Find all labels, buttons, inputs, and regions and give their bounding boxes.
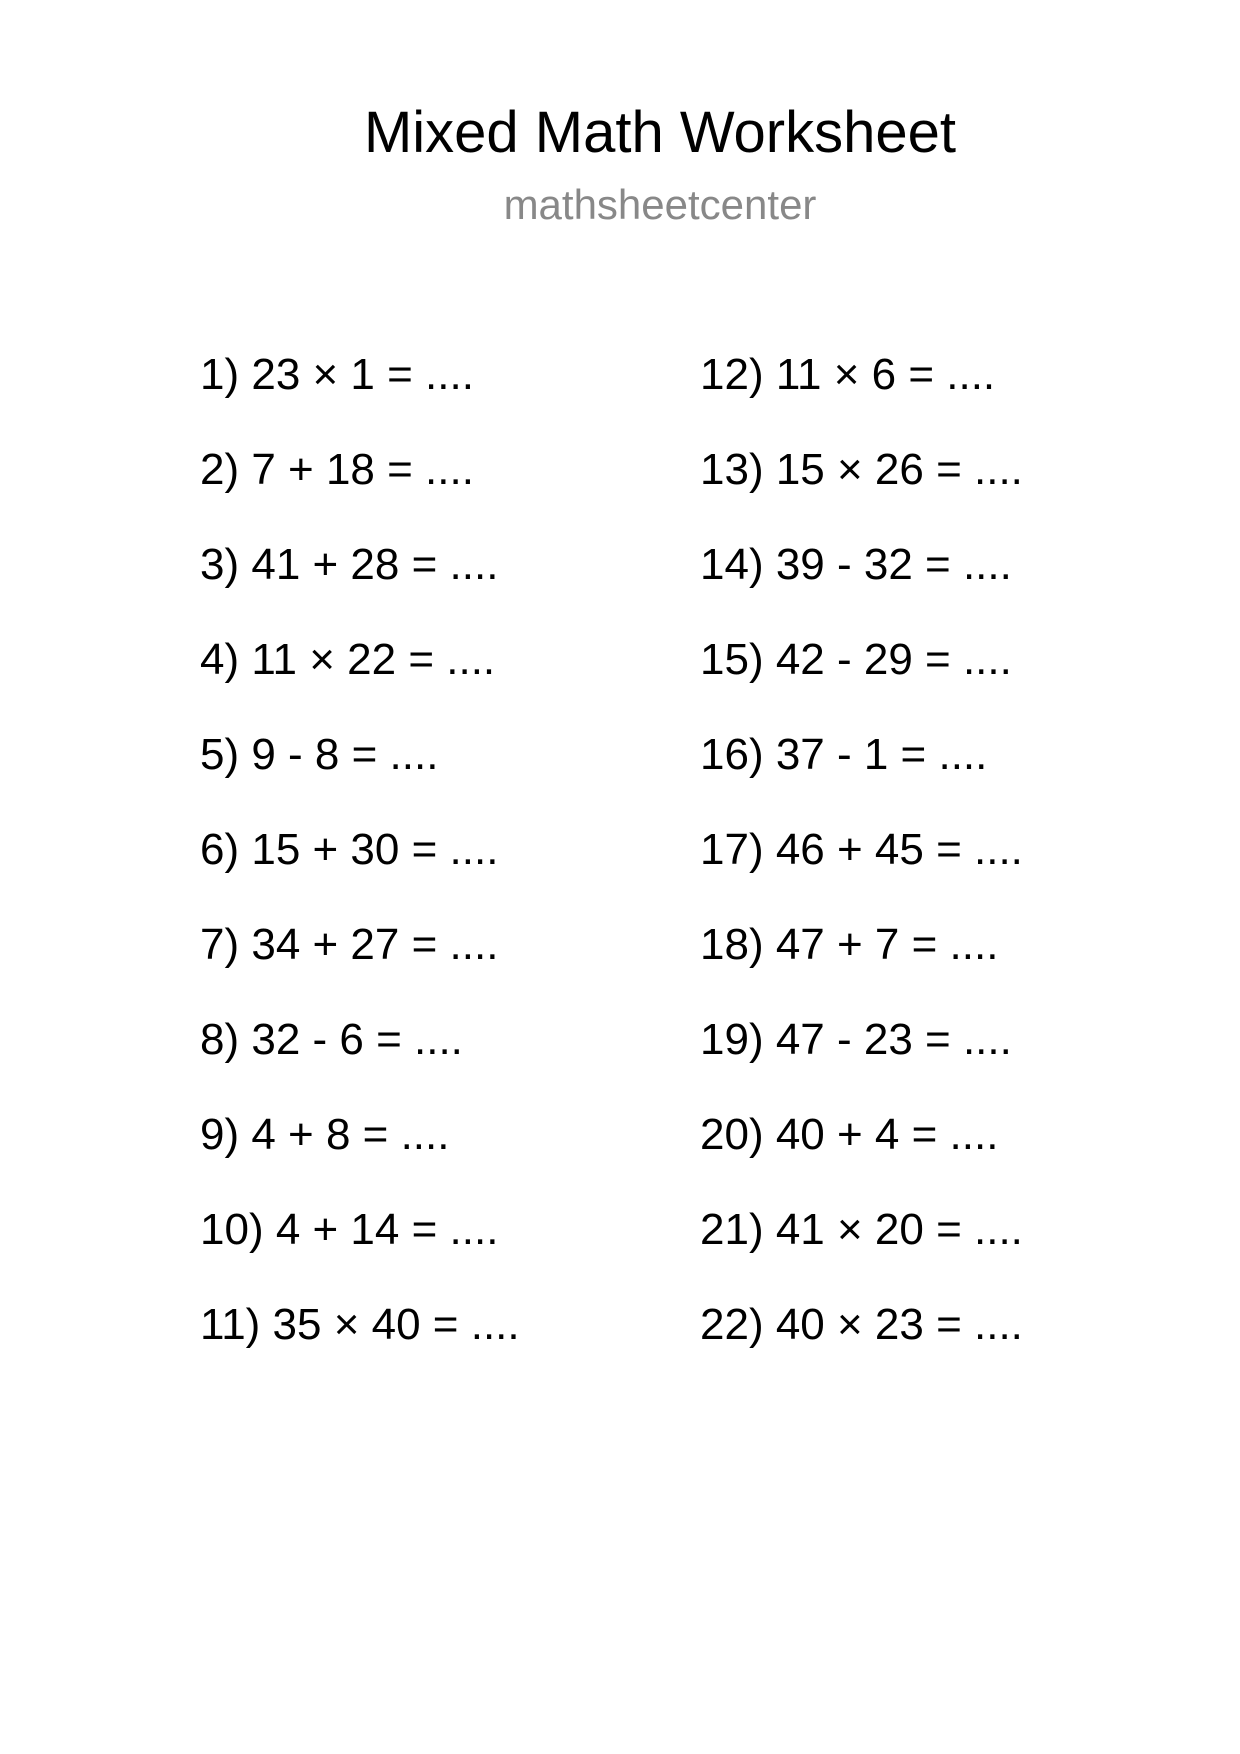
problem-item: 5) 9 - 8 = .... [200, 730, 439, 779]
problem-item: 22) 40 × 23 = .... [700, 1300, 1023, 1349]
problem-item: 15) 42 - 29 = .... [700, 635, 1012, 684]
worksheet-title: Mixed Math Worksheet [363, 100, 957, 165]
problem-item: 7) 34 + 27 = .... [200, 920, 499, 969]
problem-item: 20) 40 + 4 = .... [700, 1110, 999, 1159]
problem-item: 6) 15 + 30 = .... [200, 825, 499, 874]
problem-column-right [700, 345, 1023, 1390]
problem-item: 19) 47 - 23 = .... [700, 1015, 1012, 1064]
problem-item: 2) 7 + 18 = .... [200, 445, 474, 494]
worksheet-subtitle: mathsheetcenter [503, 181, 817, 228]
problem-item: 9) 4 + 8 = .... [200, 1110, 450, 1159]
problem-item: 13) 15 × 26 = .... [700, 445, 1023, 494]
problem-item: 11) 35 × 40 = .... [200, 1300, 520, 1349]
problem-item: 16) 37 - 1 = .... [700, 730, 988, 779]
problem-item: 10) 4 + 14 = .... [200, 1205, 499, 1254]
problem-item: 8) 32 - 6 = .... [200, 1015, 463, 1064]
problem-item: 12) 11 × 6 = .... [700, 350, 996, 399]
problem-item: 18) 47 + 7 = .... [700, 920, 999, 969]
problem-item: 21) 41 × 20 = .... [700, 1205, 1023, 1254]
problem-item: 14) 39 - 32 = .... [700, 540, 1012, 589]
problem-item: 1) 23 × 1 = .... [200, 350, 474, 399]
problem-column-left [200, 345, 520, 1390]
problem-item: 3) 41 + 28 = .... [200, 540, 499, 589]
problem-item: 17) 46 + 45 = .... [700, 825, 1023, 874]
problem-item: 4) 11 × 22 = .... [200, 635, 496, 684]
